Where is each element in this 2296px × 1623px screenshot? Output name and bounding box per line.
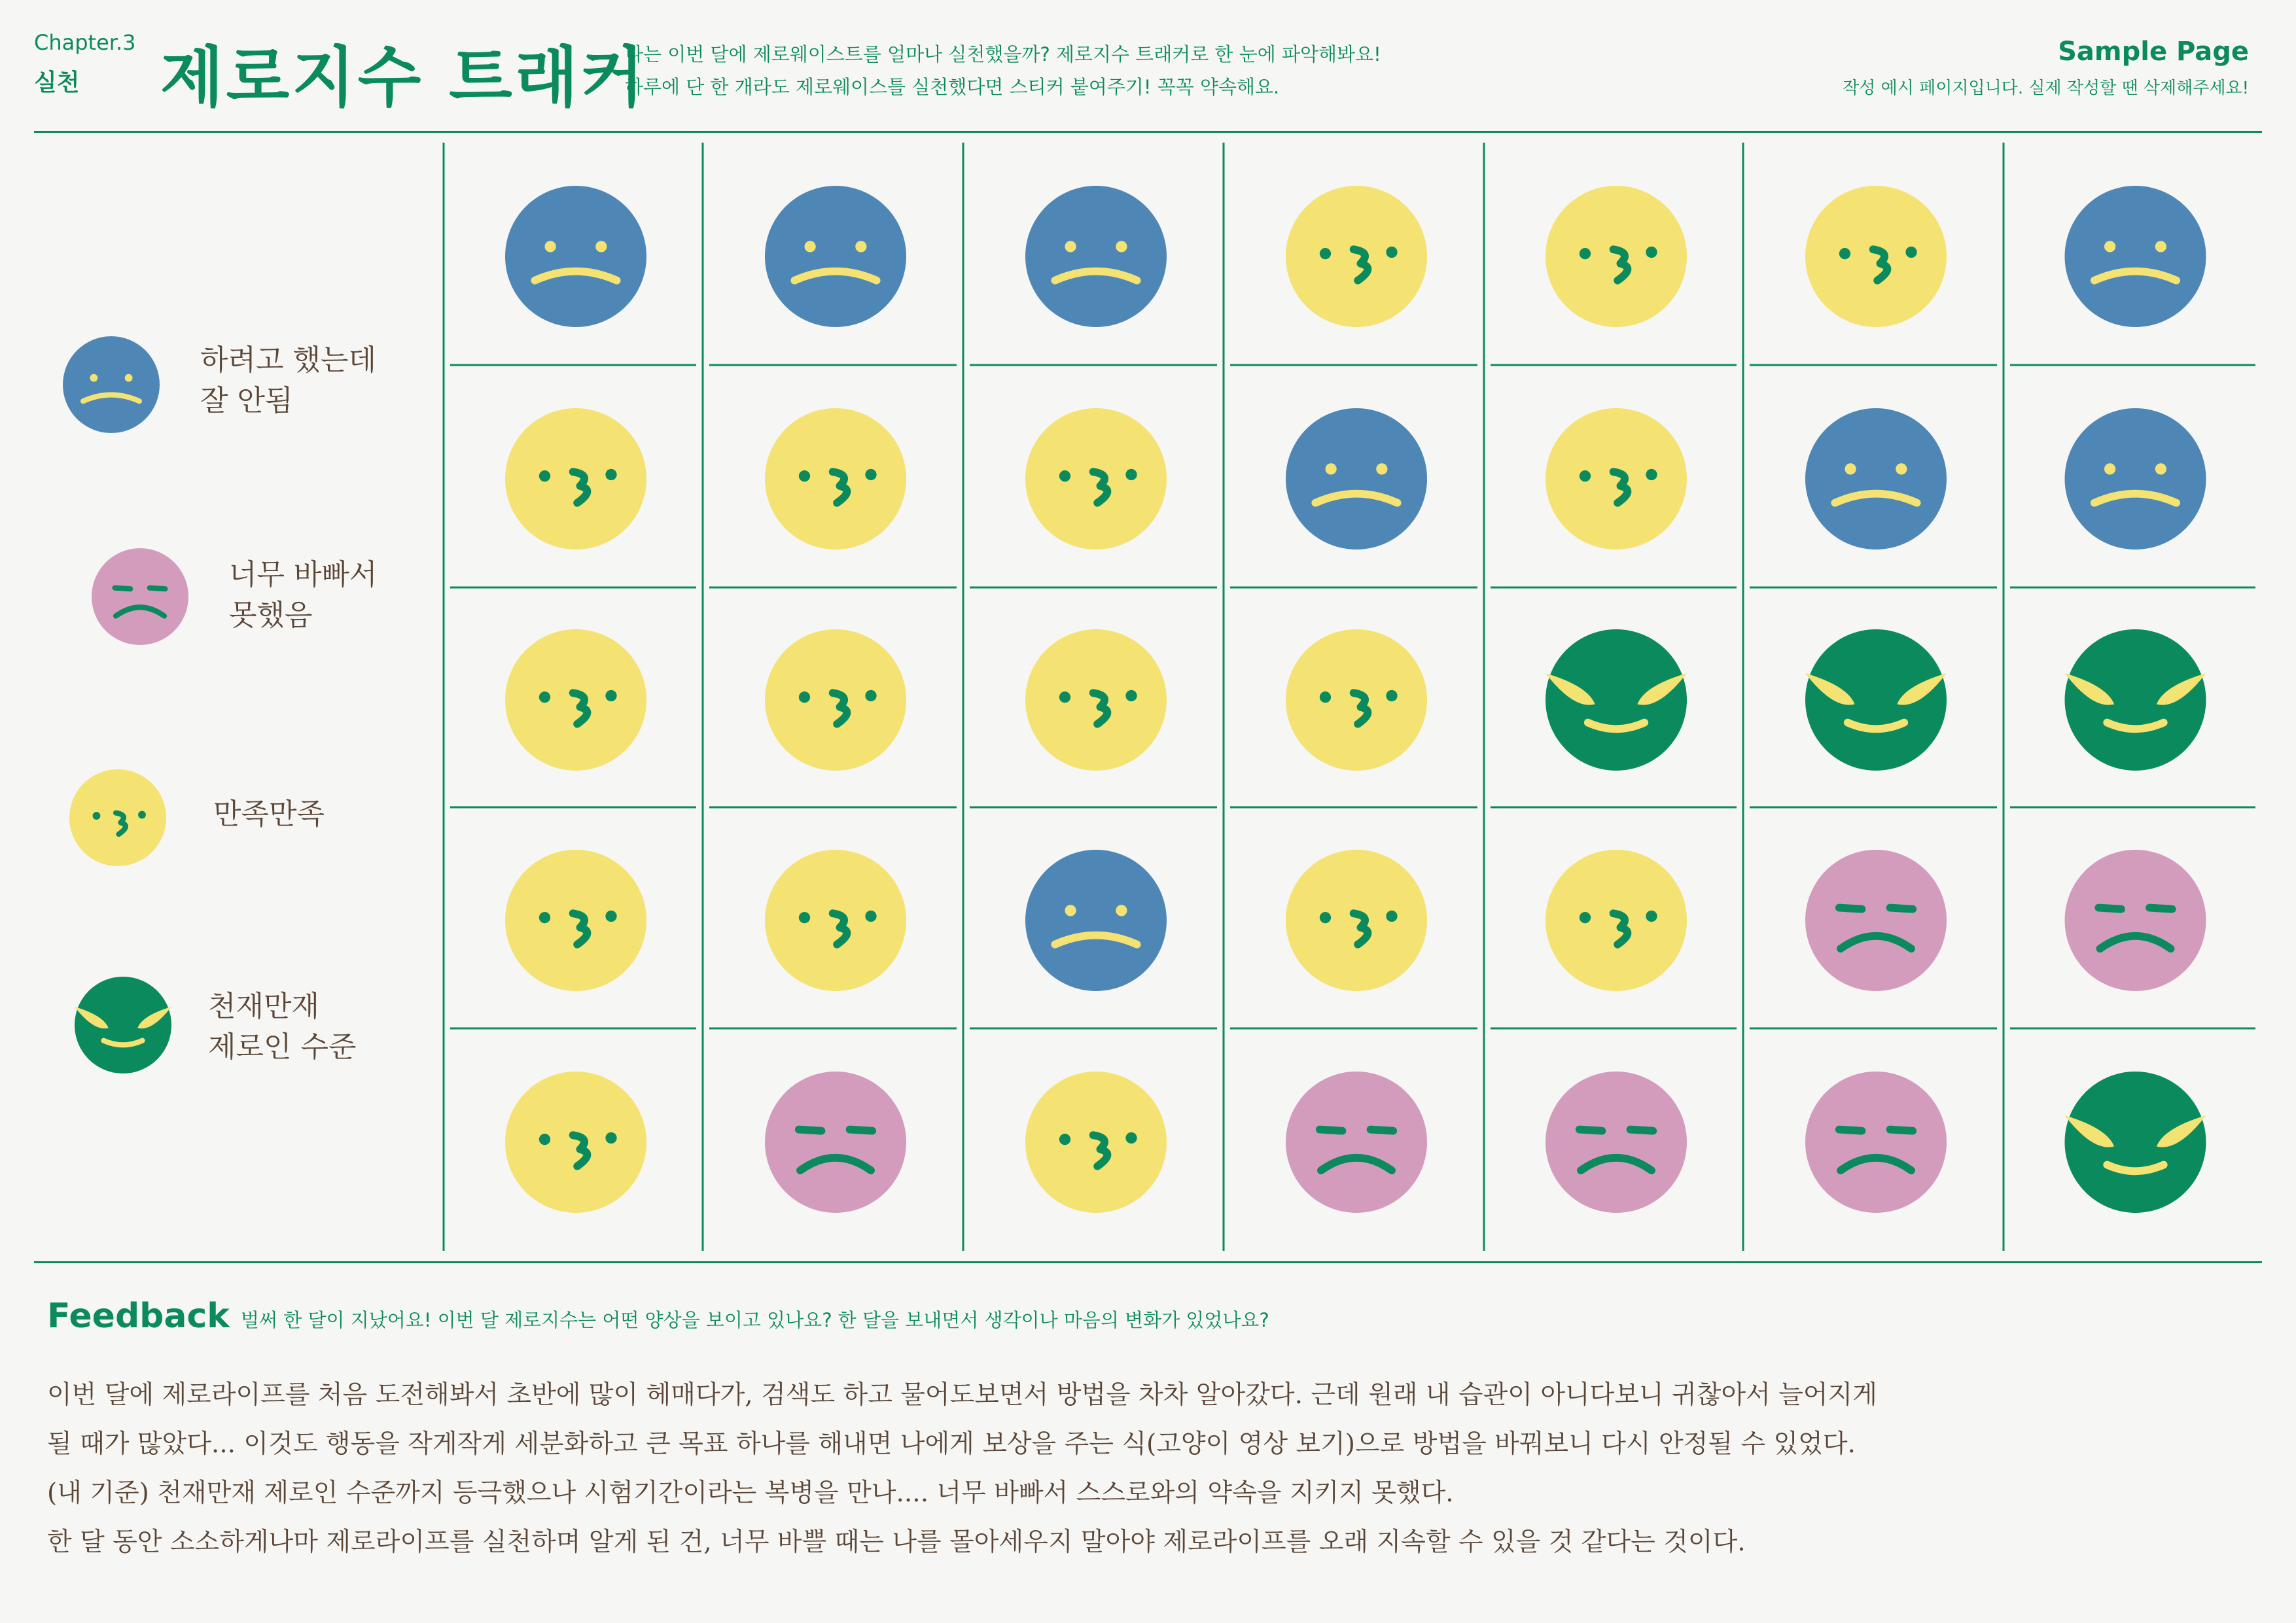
legend-cool-face-icon — [75, 977, 171, 1073]
sticker-pink-r4-c6 — [1805, 850, 1947, 991]
sticker-yellow-r5-c1 — [505, 1072, 646, 1213]
legend-label-yellow: 만족만족 — [213, 797, 325, 831]
sticker-yellow-r3-c3 — [1025, 629, 1167, 771]
sticker-pink-r5-c4 — [1286, 1072, 1427, 1213]
sticker-yellow-r1-c4 — [1286, 186, 1427, 327]
legend-label-green: 천재만재 제로인 수준 — [208, 990, 357, 1064]
sticker-pink-r5-c6 — [1805, 1072, 1947, 1213]
sticker-green-r3-c6 — [1805, 629, 1947, 771]
feedback-body — [47, 1370, 2246, 1567]
sticker-blue-r1-c2 — [765, 186, 906, 327]
sticker-blue-r4-c3 — [1025, 850, 1167, 991]
feedback-line-4: 한 달 동안 소소하게나마 제로라이프를 실천하며 알게 된 건, 너무 바쁠 때는 나를 몰아세우지 말아야 제로라이프를 오래 지속할 수 있을 것 같다는 것이다. — [47, 1527, 1746, 1557]
sticker-yellow-r1-c5 — [1545, 186, 1687, 327]
sample-page-label: Sample Page — [2058, 37, 2249, 67]
sticker-blue-r1-c7 — [2065, 186, 2206, 327]
sticker-blue-r2-c4 — [1286, 408, 1427, 550]
sticker-green-r3-c7 — [2065, 629, 2206, 771]
sticker-pink-r4-c7 — [2065, 850, 2206, 991]
legend-label-pink: 너무 바빠서 못했음 — [229, 558, 378, 632]
legend-tired-face-icon — [92, 548, 188, 645]
sample-page-note: 작성 예시 페이지입니다. 실제 작성할 땐 삭제해주세요! — [1843, 79, 2249, 98]
feedback-prompt: 벌써 한 달이 지났어요! 이번 달 제로지수는 어떤 양상을 보이고 있나요? 한 달을 보내면서 생각이나 마음의 변화가 있었나요? — [241, 1309, 1269, 1331]
feedback-title: Feedback — [47, 1297, 230, 1336]
sticker-blue-r1-c1 — [505, 186, 646, 327]
legend-label-blue: 하려고 했는데 잘 안됨 — [200, 343, 377, 417]
sticker-yellow-r4-c5 — [1545, 850, 1687, 991]
sticker-yellow-r2-c5 — [1545, 408, 1687, 550]
chapter-subtitle: 실천 — [34, 69, 80, 96]
legend-sad-face-icon — [63, 336, 160, 433]
sticker-yellow-r2-c1 — [505, 408, 646, 550]
feedback-line-2: 될 때가 많았다... 이것도 행동을 작게작게 세분화하고 큰 목표 하나를 해내면 나에게 보상을 주는 식(고양이 영상 보기)으로 방법을 바꿔보니 다시 안정될 수 있었다. — [47, 1429, 1856, 1459]
feedback-line-1: 이번 달에 제로라이프를 처음 도전해봐서 초반에 많이 헤매다가, 검색도 하고 물어도보면서 방법을 차차 알아갔다. 근데 원래 내 습관이 아니다보니 귀찮아서 늘어지게 — [47, 1380, 1877, 1410]
sticker-yellow-r1-c6 — [1805, 186, 1947, 327]
sticker-yellow-r2-c3 — [1025, 408, 1167, 550]
feedback-line-3: (내 기준) 천재만재 제로인 수준까지 등극했으나 시험기간이라는 복병을 만나.... 너무 바빠서 스스로와의 약속을 지키지 못했다. — [47, 1478, 1454, 1508]
page-title: 제로지수 트래커 — [160, 39, 647, 116]
chapter-label: Chapter.3 — [34, 30, 136, 55]
sticker-pink-r5-c5 — [1545, 1072, 1687, 1213]
sticker-blue-r2-c7 — [2065, 408, 2206, 550]
sticker-blue-r2-c6 — [1805, 408, 1947, 550]
sticker-yellow-r3-c4 — [1286, 629, 1427, 771]
sticker-yellow-r3-c1 — [505, 629, 646, 771]
intro-line-2: 하루에 단 한 개라도 제로웨이스틀 실천했다면 스티커 붙여주기! 꼭꼭 약속해요. — [625, 76, 1280, 98]
intro-line-1: 나는 이번 달에 제로웨이스트를 얼마나 실천했을까? 제로지수 트래커로 한 눈에 파악해봐요! — [625, 43, 1381, 65]
legend-kiss-face-icon — [69, 769, 166, 866]
sticker-blue-r1-c3 — [1025, 186, 1167, 327]
sticker-green-r5-c7 — [2065, 1072, 2206, 1213]
sticker-yellow-r3-c2 — [765, 629, 906, 771]
sticker-yellow-r5-c3 — [1025, 1072, 1167, 1213]
sticker-yellow-r4-c4 — [1286, 850, 1427, 991]
sticker-pink-r5-c2 — [765, 1072, 906, 1213]
sticker-yellow-r4-c1 — [505, 850, 646, 991]
sticker-green-r3-c5 — [1545, 629, 1687, 771]
sticker-yellow-r4-c2 — [765, 850, 906, 991]
sticker-yellow-r2-c2 — [765, 408, 906, 550]
